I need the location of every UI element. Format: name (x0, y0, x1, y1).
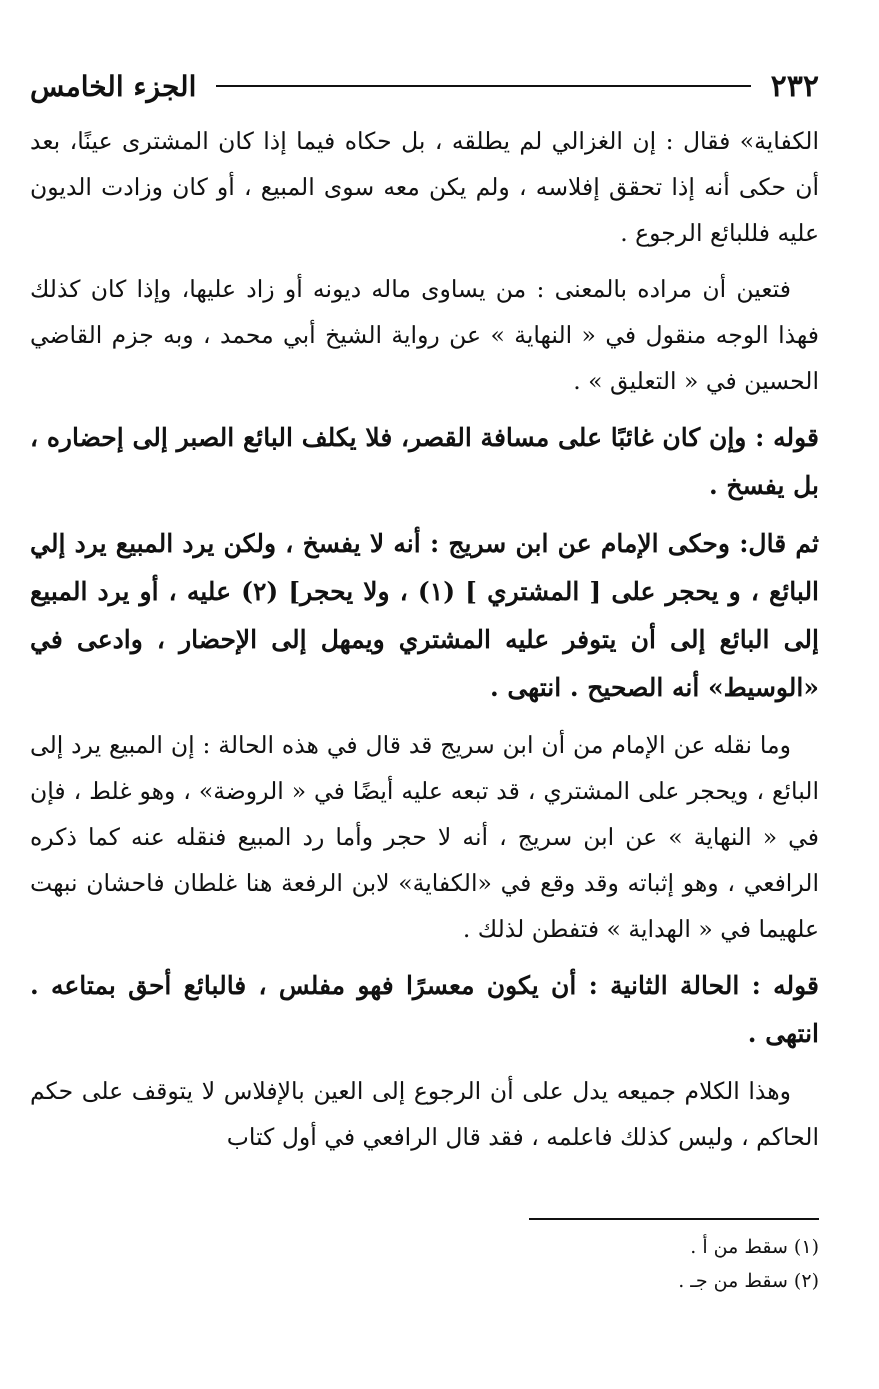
footnote-rule (529, 1218, 819, 1220)
page-number: ٢٣٢ (770, 68, 819, 104)
paragraph: وما نقله عن الإمام من أن ابن سريج قد قال في هذه الحالة : إن المبيع يرد إلى البائع ، ويحجر على المشتري ، قد تبعه عليه أيضًا في « الروضة» ، وهو غلط ، فإن في « النهاية » عن ابن سريج ، أنه لا حجر وأما رد المبيع فنقله عنه كما ذكره الرافعي ، وهو إثباته وقد وقع في «الكفاية» لابن الرفعة هنا غلطان فاحشان نبهت علهيما في « الهداية » فتفطن لذلك . (30, 731, 819, 943)
header-rule (216, 85, 750, 87)
footnote: (١) سقط من أ . (690, 1236, 819, 1258)
running-title: الجزء الخامس (30, 69, 197, 103)
page-body (30, 118, 819, 1170)
footnotes (319, 1230, 819, 1298)
quoted-text-bold: ثم قال: وحكى الإمام عن ابن سريج : أنه لا يفسخ ، ولكن يرد المبيع يرد إلي البائع ، و يحجر على [ المشتري ] (١) ، ولا يحجر] (٢) عليه ، أو يرد المبيع إلى البائع إلى أن يتوفر عليه المشتري ويمهل إلى الإحضار ، وادعى في «الوسيط» أنه الصحيح . انتهى . (30, 529, 820, 702)
quoted-text-bold: قوله : وإن كان غائبًا على مسافة القصر، فلا يكلف البائع الصبر إلى إحضاره ، بل يفسخ . (30, 423, 819, 500)
paragraph: فتعين أن مراده بالمعنى : من يساوى ماله ديونه أو زاد عليها، وإذا كان كذلك فهذا الوجه منقول في « النهاية » عن رواية الشيخ أبي محمد ، وبه جزم القاضي الحسين في « التعليق » . (30, 275, 819, 395)
footnote: (٢) سقط من جـ . (678, 1270, 819, 1292)
paragraph: وهذا الكلام جميعه يدل على أن الرجوع إلى العين بالإفلاس لا يتوقف على حكم الحاكم ، وليس كذلك فاعلمه ، فقد قال الرافعي في أول كتاب (30, 1077, 819, 1151)
paragraph-continuation: الكفاية» فقال : إن الغزالي لم يطلقه ، بل حكاه فيما إذا كان المشترى عينًا، بعد أن حكى أنه إذا تحقق إفلاسه ، ولم يكن معه سوى المبيع ، أو كان وزادت الديون عليه فللبائع الرجوع . (30, 127, 819, 247)
page-header (30, 66, 819, 106)
quoted-text-bold: قوله : الحالة الثانية : أن يكون معسرًا فهو مفلس ، فالبائع أحق بمتاعه . انتهى . (30, 971, 819, 1048)
